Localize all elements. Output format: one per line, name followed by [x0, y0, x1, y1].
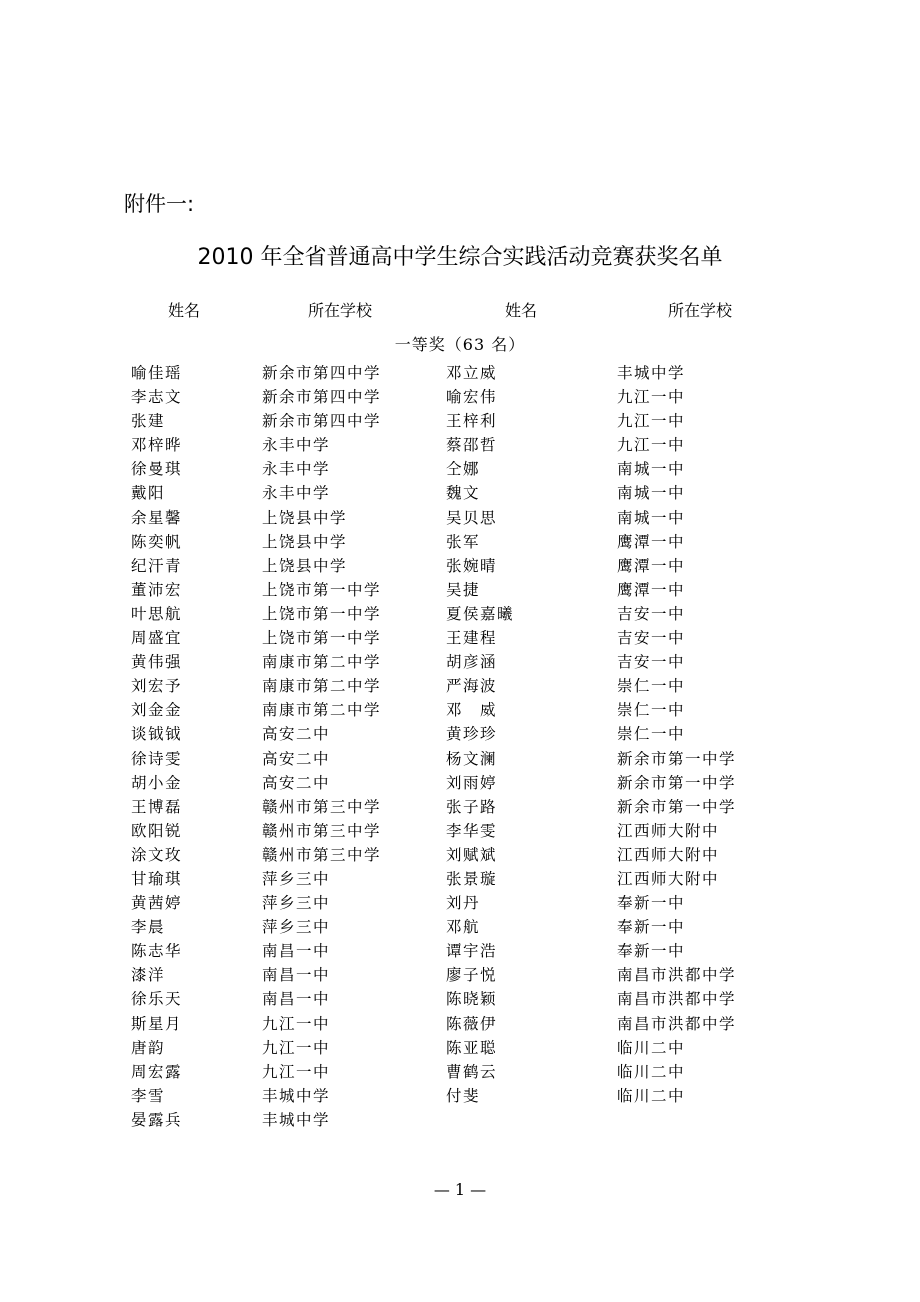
cell-name-left: 徐诗雯 — [131, 749, 183, 768]
cell-name-right: 蔡邵哲 — [446, 436, 498, 455]
cell-name-right: 刘赋斌 — [446, 845, 498, 864]
cell-school-right: 江西师大附中 — [617, 821, 720, 840]
cell-name-right: 曹鹤云 — [446, 1062, 498, 1081]
cell-school-left: 上饶县中学 — [262, 508, 348, 527]
cell-school-right: 吉安一中 — [617, 629, 686, 648]
table-row — [0, 962, 920, 986]
cell-school-left: 赣州市第三中学 — [262, 845, 382, 864]
cell-name-right: 刘雨婷 — [446, 773, 498, 792]
cell-school-left: 高安二中 — [262, 773, 331, 792]
cell-school-right: 奉新一中 — [617, 918, 686, 937]
cell-school-left: 新余市第四中学 — [262, 412, 382, 431]
cell-school-right: 南城一中 — [617, 460, 686, 479]
cell-school-left: 丰城中学 — [262, 1086, 331, 1105]
cell-name-left: 李雪 — [131, 1086, 166, 1105]
cell-name-left: 叶思航 — [131, 604, 183, 623]
header-name-1: 姓名 — [168, 301, 201, 320]
table-row — [0, 1107, 920, 1131]
cell-school-left: 上饶市第一中学 — [262, 604, 382, 623]
cell-name-right: 谭宇浩 — [446, 942, 498, 961]
cell-name-left: 刘宏予 — [131, 677, 183, 696]
cell-name-right: 王梓利 — [446, 412, 498, 431]
cell-school-left: 新余市第四中学 — [262, 364, 382, 382]
header-name-2: 姓名 — [505, 301, 538, 320]
table-row — [0, 697, 920, 721]
award-table — [0, 360, 920, 1131]
table-row — [0, 360, 920, 384]
cell-school-left: 南康市第二中学 — [262, 701, 382, 720]
cell-name-right: 仝娜 — [446, 460, 481, 479]
page-number: — 1 — — [433, 1180, 487, 1199]
table-row — [0, 1059, 920, 1083]
cell-school-left: 萍乡三中 — [262, 869, 331, 888]
cell-name-left: 董沛宏 — [131, 580, 183, 599]
cell-name-left: 黄茜婷 — [131, 894, 183, 913]
document-title: 2010 年全省普通高中学生综合实践活动竞赛获奖名单 — [197, 245, 723, 270]
cell-school-right: 临川二中 — [617, 1062, 686, 1081]
table-row — [0, 673, 920, 697]
cell-school-right: 鹰潭一中 — [617, 580, 686, 599]
table-row — [0, 384, 920, 408]
table-row — [0, 1083, 920, 1107]
cell-name-right: 黄珍珍 — [446, 725, 498, 744]
cell-name-left: 黄伟强 — [131, 653, 183, 672]
cell-name-left: 周宏露 — [131, 1062, 183, 1081]
cell-name-right: 邓航 — [446, 918, 481, 937]
cell-school-right: 吉安一中 — [617, 604, 686, 623]
table-row — [0, 986, 920, 1010]
cell-school-right: 九江一中 — [617, 388, 686, 407]
cell-school-right: 江西师大附中 — [617, 869, 720, 888]
cell-school-right: 崇仁一中 — [617, 677, 686, 696]
cell-school-right: 南昌市洪都中学 — [617, 990, 737, 1009]
cell-name-left: 晏露兵 — [131, 1110, 183, 1129]
table-row — [0, 890, 920, 914]
cell-name-right: 张景璇 — [446, 869, 498, 888]
cell-name-right: 张军 — [446, 532, 481, 551]
cell-school-left: 九江一中 — [262, 1038, 331, 1057]
table-row — [0, 553, 920, 577]
cell-name-right: 刘丹 — [446, 894, 481, 913]
cell-name-left: 欧阳锐 — [131, 821, 183, 840]
cell-name-left: 陈志华 — [131, 942, 183, 961]
cell-name-right: 李华雯 — [446, 821, 498, 840]
table-row — [0, 866, 920, 890]
cell-school-right: 九江一中 — [617, 412, 686, 431]
table-header — [0, 298, 920, 322]
table-row — [0, 529, 920, 553]
cell-name-left: 王博磊 — [131, 797, 183, 816]
cell-name-right: 喻宏伟 — [446, 388, 498, 407]
cell-name-right: 吴捷 — [446, 580, 481, 599]
cell-school-right: 奉新一中 — [617, 942, 686, 961]
cell-school-right: 南城一中 — [617, 484, 686, 503]
cell-school-right: 临川二中 — [617, 1038, 686, 1057]
table-row — [0, 842, 920, 866]
table-row — [0, 746, 920, 770]
cell-name-right: 吴贝思 — [446, 508, 498, 527]
cell-name-right: 廖子悦 — [446, 966, 498, 985]
table-row — [0, 577, 920, 601]
cell-name-right: 陈晓颖 — [446, 990, 498, 1009]
cell-school-left: 南康市第二中学 — [262, 653, 382, 672]
cell-school-right: 新余市第一中学 — [617, 797, 737, 816]
cell-school-left: 永丰中学 — [262, 460, 331, 479]
cell-name-left: 徐曼琪 — [131, 460, 183, 479]
cell-name-right: 张婉晴 — [446, 556, 498, 575]
table-row — [0, 770, 920, 794]
table-row — [0, 1011, 920, 1035]
cell-name-right: 陈薇伊 — [446, 1014, 498, 1033]
table-row — [0, 1035, 920, 1059]
cell-name-right: 陈亚聪 — [446, 1038, 498, 1057]
cell-name-left: 斯星月 — [131, 1014, 183, 1033]
cell-school-left: 九江一中 — [262, 1062, 331, 1081]
cell-name-left: 胡小金 — [131, 773, 183, 792]
cell-school-right: 新余市第一中学 — [617, 749, 737, 768]
header-school-2: 所在学校 — [668, 301, 733, 320]
cell-school-left: 上饶县中学 — [262, 532, 348, 551]
cell-school-right: 临川二中 — [617, 1086, 686, 1105]
table-row — [0, 649, 920, 673]
cell-school-right: 吉安一中 — [617, 653, 686, 672]
cell-name-right: 邓 威 — [446, 701, 498, 720]
attachment-label: 附件一: — [124, 192, 195, 216]
table-row — [0, 505, 920, 529]
cell-school-right: 新余市第一中学 — [617, 773, 737, 792]
cell-school-left: 萍乡三中 — [262, 894, 331, 913]
table-row — [0, 938, 920, 962]
cell-name-left: 纪汗青 — [131, 556, 183, 575]
cell-school-right: 南昌市洪都中学 — [617, 966, 737, 985]
cell-name-right: 王建程 — [446, 629, 498, 648]
cell-school-left: 高安二中 — [262, 725, 331, 744]
cell-name-left: 漆洋 — [131, 966, 166, 985]
cell-school-right: 江西师大附中 — [617, 845, 720, 864]
cell-school-left: 南昌一中 — [262, 966, 331, 985]
cell-name-right: 严海波 — [446, 677, 498, 696]
cell-school-left: 丰城中学 — [262, 1110, 331, 1129]
cell-name-left: 余星馨 — [131, 508, 183, 527]
table-row — [0, 721, 920, 745]
cell-school-right: 九江一中 — [617, 436, 686, 455]
cell-school-right: 南城一中 — [617, 508, 686, 527]
cell-name-left: 李晨 — [131, 918, 166, 937]
cell-name-left: 戴阳 — [131, 484, 166, 503]
table-row — [0, 914, 920, 938]
cell-name-left: 邓梓晔 — [131, 436, 183, 455]
cell-name-left: 刘金金 — [131, 701, 183, 720]
cell-school-left: 赣州市第三中学 — [262, 821, 382, 840]
cell-name-right: 魏文 — [446, 484, 481, 503]
cell-school-left: 九江一中 — [262, 1014, 331, 1033]
cell-name-left: 陈奕帆 — [131, 532, 183, 551]
cell-school-right: 丰城中学 — [617, 364, 686, 382]
cell-school-left: 上饶市第一中学 — [262, 629, 382, 648]
table-row — [0, 794, 920, 818]
cell-school-right: 崇仁一中 — [617, 725, 686, 744]
cell-school-left: 永丰中学 — [262, 436, 331, 455]
cell-name-left: 涂文玫 — [131, 845, 183, 864]
cell-school-right: 鹰潭一中 — [617, 532, 686, 551]
cell-school-left: 新余市第四中学 — [262, 388, 382, 407]
cell-school-right: 崇仁一中 — [617, 701, 686, 720]
cell-name-right: 张子路 — [446, 797, 498, 816]
table-row — [0, 625, 920, 649]
table-row — [0, 408, 920, 432]
table-row — [0, 601, 920, 625]
cell-school-left: 永丰中学 — [262, 484, 331, 503]
cell-name-left: 徐乐天 — [131, 990, 183, 1009]
cell-school-left: 南康市第二中学 — [262, 677, 382, 696]
cell-name-right: 杨文澜 — [446, 749, 498, 768]
cell-school-left: 高安二中 — [262, 749, 331, 768]
cell-name-left: 甘瑜琪 — [131, 869, 183, 888]
cell-name-right: 邓立威 — [446, 364, 498, 382]
cell-name-left: 谈钺钺 — [131, 725, 183, 744]
cell-school-left: 南昌一中 — [262, 942, 331, 961]
cell-name-left: 张建 — [131, 412, 166, 431]
cell-name-right: 夏侯嘉曦 — [446, 604, 515, 623]
cell-school-left: 南昌一中 — [262, 990, 331, 1009]
table-row — [0, 432, 920, 456]
cell-school-right: 奉新一中 — [617, 894, 686, 913]
table-row — [0, 818, 920, 842]
cell-school-right: 南昌市洪都中学 — [617, 1014, 737, 1033]
cell-name-left: 李志文 — [131, 388, 183, 407]
cell-school-right: 鹰潭一中 — [617, 556, 686, 575]
cell-school-left: 萍乡三中 — [262, 918, 331, 937]
table-row — [0, 480, 920, 504]
cell-name-left: 喻佳瑶 — [131, 364, 183, 382]
cell-name-left: 唐韵 — [131, 1038, 166, 1057]
cell-school-left: 赣州市第三中学 — [262, 797, 382, 816]
cell-school-left: 上饶县中学 — [262, 556, 348, 575]
cell-name-right: 胡彦涵 — [446, 653, 498, 672]
section-first-prize: 一等奖（63 名） — [394, 335, 526, 354]
cell-name-right: 付斐 — [446, 1086, 481, 1105]
table-row — [0, 456, 920, 480]
header-school-1: 所在学校 — [308, 301, 373, 320]
cell-school-left: 上饶市第一中学 — [262, 580, 382, 599]
cell-name-left: 周盛宜 — [131, 629, 183, 648]
